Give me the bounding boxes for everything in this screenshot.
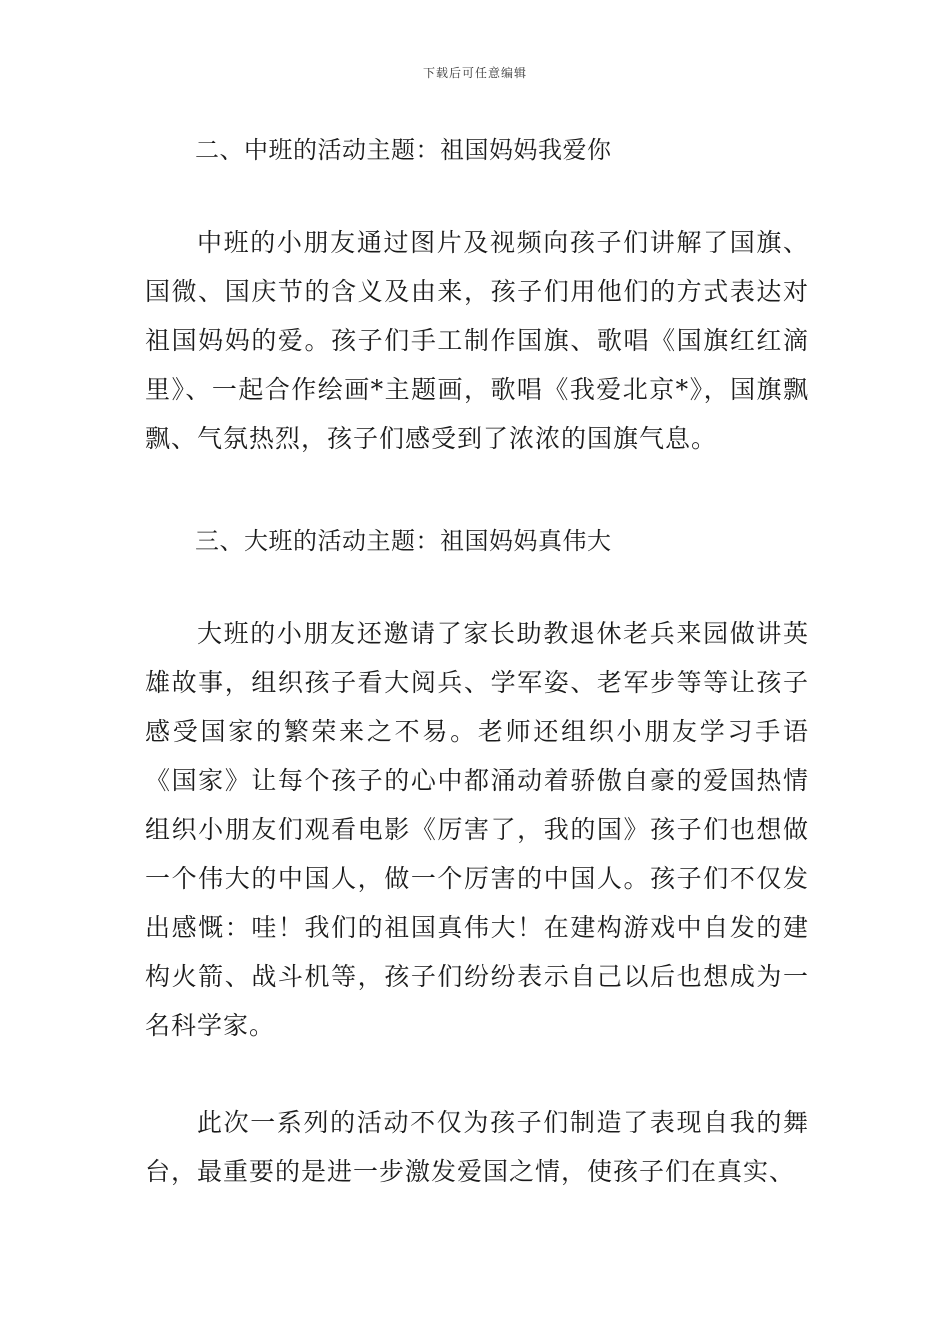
paragraph-summary: 此次一系列的活动不仅为孩子们制造了表现自我的舞台，最重要的是进一步激发爱国之情，使孩子们在真实、 <box>145 1108 809 1186</box>
spacer <box>145 571 809 609</box>
spacer <box>145 1050 809 1098</box>
paragraph-middle-class: 中班的小朋友通过图片及视频向孩子们讲解了国旗、国微、国庆节的含义及由来，孩子们用他们的方式表达对祖国妈妈的爱。孩子们手工制作国旗、歌唱《国旗红红滴里》、一起合作绘画*主题画，歌唱《我爱北京*》，国旗飘飘、气氛热烈，孩子们感受到了浓浓的国旗气息。 <box>145 228 809 453</box>
spacer <box>145 180 809 218</box>
section-heading-senior-class: 三、大班的活动主题：祖国妈妈真伟大 <box>195 527 612 555</box>
paragraph-senior-class: 大班的小朋友还邀请了家长助教退休老兵来园做讲英雄故事，组织孩子看大阅兵、学军姿、老军步等等让孩子感受国家的繁荣来之不易。老师还组织小朋友学习手语《国家》让每个孩子的心中都涌动着骄傲自豪的爱国热情组织小朋友们观看电影《厉害了，我的国》孩子们也想做一个伟大的中国人，做一个厉害的中国人。孩子们不仅发出感慨：哇！我们的祖国真伟大！在建构游戏中自发的建构火箭、战斗机等，孩子们纷纷表示自己以后也想成为一名科学家。 <box>145 619 809 1040</box>
section-heading-middle-class: 二、中班的活动主题：祖国妈妈我爱你 <box>195 136 612 164</box>
document-body <box>145 120 809 1196</box>
page-header-note: 下载后可任意编辑 <box>422 66 527 80</box>
spacer <box>145 463 809 511</box>
